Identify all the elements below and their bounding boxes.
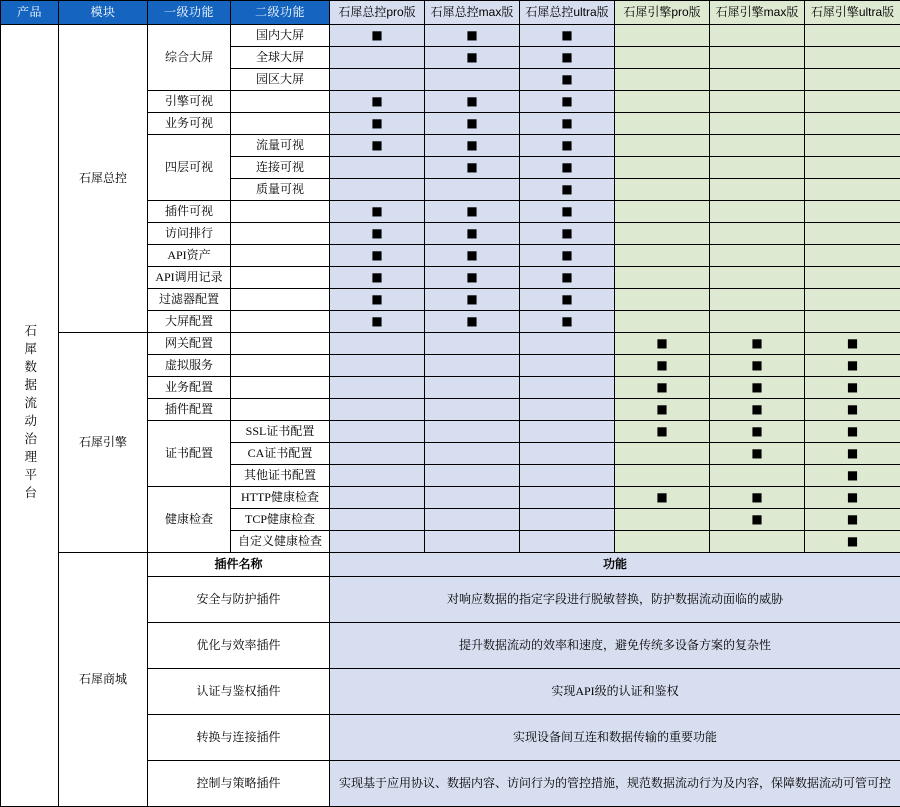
support-cell (710, 179, 805, 201)
support-mark-icon: ■ (466, 227, 477, 241)
support-cell (615, 201, 710, 223)
support-cell (520, 311, 615, 333)
support-cell (615, 47, 710, 69)
plugin-name-cell: 控制与策略插件 (148, 761, 330, 807)
support-cell (805, 245, 900, 267)
header-level1: 一级功能 (148, 1, 231, 25)
table-row (1, 553, 900, 577)
support-cell (615, 267, 710, 289)
support-cell (615, 245, 710, 267)
support-cell (710, 399, 805, 421)
header-yinqing-max: 石犀引擎max版 (710, 1, 805, 25)
support-cell (520, 201, 615, 223)
support-mark-icon: ■ (561, 205, 572, 219)
support-cell (425, 201, 520, 223)
support-mark-icon: ■ (561, 29, 572, 43)
level1-cell: 证书配置 (148, 421, 231, 487)
header-zongkong-ultra: 石犀总控ultra版 (520, 1, 615, 25)
level1-cell: 网关配置 (148, 333, 231, 355)
support-mark-icon: ■ (751, 359, 762, 373)
support-cell (425, 399, 520, 421)
plugin-description-cell: 实现API级的认证和鉴权 (330, 669, 900, 715)
support-cell (425, 113, 520, 135)
support-mark-icon: ■ (751, 491, 762, 505)
support-cell (805, 223, 900, 245)
support-cell (330, 377, 425, 399)
level1-cell: API调用记录 (148, 267, 231, 289)
module-cell-yinqing: 石犀引擎 (59, 333, 148, 553)
support-cell (615, 223, 710, 245)
support-cell (710, 25, 805, 47)
support-cell (710, 487, 805, 509)
header-zongkong-max: 石犀总控max版 (425, 1, 520, 25)
support-cell (615, 289, 710, 311)
support-mark-icon: ■ (751, 337, 762, 351)
support-cell (425, 443, 520, 465)
support-cell (710, 355, 805, 377)
support-cell (710, 311, 805, 333)
support-cell (330, 443, 425, 465)
support-cell (330, 487, 425, 509)
plugin-description-cell: 对响应数据的指定字段进行脱敏替换，防护数据流动面临的威胁 (330, 577, 900, 623)
support-cell (805, 377, 900, 399)
support-mark-icon: ■ (371, 95, 382, 109)
support-cell (805, 47, 900, 69)
level2-cell: 其他证书配置 (231, 465, 330, 487)
level2-cell: 流量可视 (231, 135, 330, 157)
support-cell (425, 179, 520, 201)
support-mark-icon: ■ (371, 249, 382, 263)
support-cell (425, 487, 520, 509)
support-cell (425, 245, 520, 267)
plugin-name-cell: 安全与防护插件 (148, 577, 330, 623)
support-cell (330, 333, 425, 355)
support-mark-icon: ■ (751, 403, 762, 417)
support-mark-icon: ■ (656, 425, 667, 439)
support-mark-icon: ■ (371, 271, 382, 285)
level1-cell: API资产 (148, 245, 231, 267)
support-cell (615, 157, 710, 179)
level2-cell (231, 377, 330, 399)
level1-cell: 引擎可视 (148, 91, 231, 113)
support-cell (520, 443, 615, 465)
support-mark-icon: ■ (371, 29, 382, 43)
support-cell (425, 47, 520, 69)
support-cell (425, 509, 520, 531)
support-cell (330, 135, 425, 157)
support-cell (710, 421, 805, 443)
support-mark-icon: ■ (847, 359, 858, 373)
support-cell (520, 47, 615, 69)
support-mark-icon: ■ (751, 425, 762, 439)
support-cell (710, 157, 805, 179)
support-mark-icon: ■ (561, 227, 572, 241)
support-cell (710, 443, 805, 465)
level2-cell (231, 223, 330, 245)
support-cell (520, 25, 615, 47)
support-cell (330, 355, 425, 377)
support-cell (425, 465, 520, 487)
support-cell (615, 91, 710, 113)
support-cell (520, 179, 615, 201)
support-cell (330, 179, 425, 201)
support-cell (425, 311, 520, 333)
support-mark-icon: ■ (656, 403, 667, 417)
support-cell (330, 223, 425, 245)
support-cell (425, 289, 520, 311)
table-body (1, 25, 900, 807)
support-cell (330, 267, 425, 289)
support-cell (805, 399, 900, 421)
support-cell (805, 421, 900, 443)
level1-cell: 综合大屏 (148, 25, 231, 91)
support-mark-icon: ■ (561, 249, 572, 263)
support-cell (805, 509, 900, 531)
support-cell (805, 135, 900, 157)
support-cell (520, 157, 615, 179)
plugin-description-cell: 提升数据流动的效率和速度，避免传统多设备方案的复杂性 (330, 623, 900, 669)
support-mark-icon: ■ (656, 337, 667, 351)
support-mark-icon: ■ (466, 205, 477, 219)
support-mark-icon: ■ (371, 117, 382, 131)
level2-cell (231, 355, 330, 377)
support-mark-icon: ■ (561, 95, 572, 109)
support-cell (330, 69, 425, 91)
support-cell (805, 113, 900, 135)
level2-cell (231, 201, 330, 223)
support-cell (520, 289, 615, 311)
support-mark-icon: ■ (466, 249, 477, 263)
support-cell (615, 311, 710, 333)
support-cell (520, 531, 615, 553)
level1-cell: 过滤器配置 (148, 289, 231, 311)
support-cell (330, 465, 425, 487)
support-mark-icon: ■ (466, 117, 477, 131)
support-cell (710, 267, 805, 289)
level1-cell: 大屏配置 (148, 311, 231, 333)
support-cell (330, 245, 425, 267)
level1-cell: 健康检查 (148, 487, 231, 553)
level2-cell: TCP健康检查 (231, 509, 330, 531)
level1-cell: 四层可视 (148, 135, 231, 201)
support-mark-icon: ■ (847, 535, 858, 549)
support-mark-icon: ■ (847, 403, 858, 417)
function-header: 功能 (330, 553, 900, 577)
support-cell (710, 113, 805, 135)
support-cell (615, 487, 710, 509)
plugin-name-cell: 转换与连接插件 (148, 715, 330, 761)
table-header (1, 1, 900, 25)
support-mark-icon: ■ (847, 513, 858, 527)
support-mark-icon: ■ (371, 315, 382, 329)
header-product: 产品 (1, 1, 59, 25)
support-cell (520, 421, 615, 443)
support-cell (425, 91, 520, 113)
support-cell (425, 223, 520, 245)
support-cell (805, 531, 900, 553)
level1-cell: 插件配置 (148, 399, 231, 421)
support-cell (520, 245, 615, 267)
level2-cell: 全球大屏 (231, 47, 330, 69)
support-cell (425, 421, 520, 443)
level2-cell: SSL证书配置 (231, 421, 330, 443)
support-cell (710, 289, 805, 311)
level2-cell (231, 91, 330, 113)
support-mark-icon: ■ (751, 447, 762, 461)
support-cell (520, 509, 615, 531)
support-mark-icon: ■ (751, 381, 762, 395)
header-yinqing-pro: 石犀引擎pro版 (615, 1, 710, 25)
support-mark-icon: ■ (847, 469, 858, 483)
support-cell (710, 135, 805, 157)
support-cell (615, 465, 710, 487)
support-cell (710, 91, 805, 113)
support-cell (805, 465, 900, 487)
support-cell (805, 91, 900, 113)
level2-cell: 连接可视 (231, 157, 330, 179)
level2-cell (231, 267, 330, 289)
support-cell (615, 25, 710, 47)
support-cell (520, 465, 615, 487)
support-cell (330, 509, 425, 531)
support-cell (710, 201, 805, 223)
support-cell (520, 223, 615, 245)
support-cell (710, 245, 805, 267)
plugin-description-cell: 实现设备间互连和数据传输的重要功能 (330, 715, 900, 761)
support-cell (615, 333, 710, 355)
support-mark-icon: ■ (371, 139, 382, 153)
support-cell (520, 487, 615, 509)
support-cell (615, 113, 710, 135)
support-cell (330, 25, 425, 47)
header-level2: 二级功能 (231, 1, 330, 25)
support-cell (805, 487, 900, 509)
support-mark-icon: ■ (847, 337, 858, 351)
support-cell (805, 69, 900, 91)
support-mark-icon: ■ (847, 491, 858, 505)
support-mark-icon: ■ (371, 205, 382, 219)
support-mark-icon: ■ (656, 381, 667, 395)
support-mark-icon: ■ (371, 227, 382, 241)
support-cell (425, 69, 520, 91)
support-cell (805, 289, 900, 311)
level1-cell: 访问排行 (148, 223, 231, 245)
support-mark-icon: ■ (466, 271, 477, 285)
support-mark-icon: ■ (466, 293, 477, 307)
support-cell (330, 157, 425, 179)
support-cell (805, 25, 900, 47)
support-cell (425, 25, 520, 47)
support-cell (615, 531, 710, 553)
product-name-cell (1, 25, 59, 807)
support-mark-icon: ■ (561, 315, 572, 329)
plugin-description-cell: 实现基于应用协议、数据内容、访问行为的管控措施，规范数据流动行为及内容，保障数据流动可管可控 (330, 761, 900, 807)
support-cell (425, 135, 520, 157)
support-cell (710, 509, 805, 531)
level2-cell: CA证书配置 (231, 443, 330, 465)
support-cell (520, 91, 615, 113)
level1-cell: 业务配置 (148, 377, 231, 399)
header-row (1, 1, 900, 25)
support-mark-icon: ■ (656, 359, 667, 373)
support-cell (425, 377, 520, 399)
support-cell (710, 377, 805, 399)
support-mark-icon: ■ (466, 95, 477, 109)
support-mark-icon: ■ (656, 491, 667, 505)
level1-cell: 虚拟服务 (148, 355, 231, 377)
support-cell (805, 157, 900, 179)
support-cell (615, 509, 710, 531)
level2-cell (231, 113, 330, 135)
module-cell-shangcheng: 石犀商城 (59, 553, 148, 807)
support-cell (615, 179, 710, 201)
support-cell (520, 377, 615, 399)
level2-cell (231, 333, 330, 355)
support-cell (330, 113, 425, 135)
level2-cell (231, 311, 330, 333)
support-mark-icon: ■ (561, 117, 572, 131)
support-cell (805, 267, 900, 289)
level2-cell: HTTP健康检查 (231, 487, 330, 509)
support-cell (330, 289, 425, 311)
support-cell (520, 69, 615, 91)
support-mark-icon: ■ (751, 513, 762, 527)
header-yinqing-ultra: 石犀引擎ultra版 (805, 1, 900, 25)
support-mark-icon: ■ (561, 183, 572, 197)
module-cell-zongkong: 石犀总控 (59, 25, 148, 333)
support-cell (710, 47, 805, 69)
support-cell (615, 135, 710, 157)
support-cell (520, 399, 615, 421)
support-cell (520, 355, 615, 377)
header-module: 模块 (59, 1, 148, 25)
support-cell (710, 531, 805, 553)
level2-cell: 自定义健康检查 (231, 531, 330, 553)
support-cell (330, 201, 425, 223)
support-cell (710, 465, 805, 487)
support-cell (330, 399, 425, 421)
support-mark-icon: ■ (466, 29, 477, 43)
support-cell (615, 421, 710, 443)
support-mark-icon: ■ (561, 73, 572, 87)
support-mark-icon: ■ (466, 139, 477, 153)
header-zongkong-pro: 石犀总控pro版 (330, 1, 425, 25)
support-mark-icon: ■ (561, 139, 572, 153)
support-cell (615, 443, 710, 465)
level1-cell: 业务可视 (148, 113, 231, 135)
support-cell (805, 355, 900, 377)
support-cell (425, 355, 520, 377)
support-cell (425, 157, 520, 179)
support-cell (615, 377, 710, 399)
support-cell (710, 69, 805, 91)
support-mark-icon: ■ (847, 381, 858, 395)
support-cell (520, 113, 615, 135)
table-row (1, 333, 900, 355)
support-cell (330, 531, 425, 553)
support-mark-icon: ■ (561, 51, 572, 65)
plugin-name-header: 插件名称 (148, 553, 330, 577)
support-mark-icon: ■ (561, 293, 572, 307)
level2-cell (231, 245, 330, 267)
level1-cell: 插件可视 (148, 201, 231, 223)
level2-cell: 质量可视 (231, 179, 330, 201)
support-cell (330, 311, 425, 333)
support-cell (805, 443, 900, 465)
support-cell (615, 399, 710, 421)
support-cell (330, 47, 425, 69)
level2-cell: 国内大屏 (231, 25, 330, 47)
level2-cell: 园区大屏 (231, 69, 330, 91)
product-name-label: 石犀数据流动治理平台 (23, 324, 36, 504)
support-mark-icon: ■ (466, 315, 477, 329)
support-mark-icon: ■ (561, 271, 572, 285)
plugin-name-cell: 认证与鉴权插件 (148, 669, 330, 715)
level2-cell (231, 399, 330, 421)
support-cell (805, 201, 900, 223)
support-cell (520, 135, 615, 157)
support-cell (520, 333, 615, 355)
support-mark-icon: ■ (561, 161, 572, 175)
support-cell (805, 311, 900, 333)
support-cell (330, 421, 425, 443)
support-cell (615, 355, 710, 377)
support-cell (710, 223, 805, 245)
support-cell (425, 531, 520, 553)
plugin-name-cell: 优化与效率插件 (148, 623, 330, 669)
support-mark-icon: ■ (466, 161, 477, 175)
support-cell (425, 267, 520, 289)
support-mark-icon: ■ (847, 425, 858, 439)
table-row (1, 25, 900, 47)
support-mark-icon: ■ (371, 293, 382, 307)
support-cell (615, 69, 710, 91)
level2-cell (231, 289, 330, 311)
support-cell (425, 333, 520, 355)
support-cell (330, 91, 425, 113)
support-cell (710, 333, 805, 355)
support-cell (520, 267, 615, 289)
support-mark-icon: ■ (847, 447, 858, 461)
support-cell (805, 179, 900, 201)
support-cell (805, 333, 900, 355)
support-mark-icon: ■ (466, 51, 477, 65)
